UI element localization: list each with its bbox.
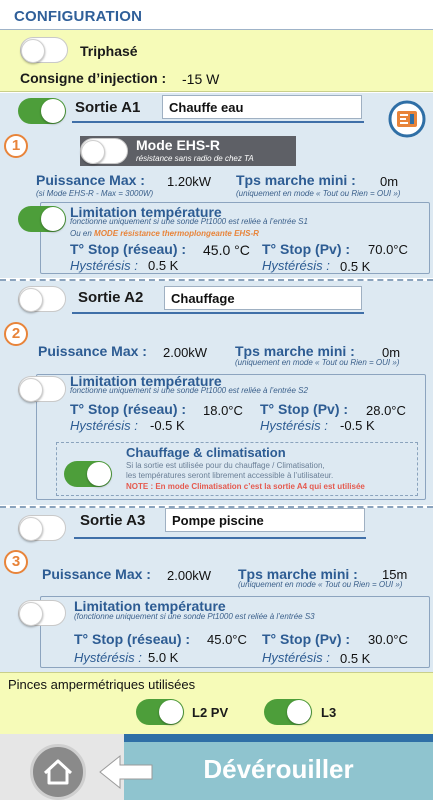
consigne-value[interactable]: -15 W <box>182 71 220 87</box>
a1-limitation-toggle[interactable] <box>18 206 66 232</box>
a3-tps-value[interactable]: 15m <box>382 567 408 582</box>
page-title: CONFIGURATION <box>14 8 143 25</box>
a2-tps-value[interactable]: 0m <box>382 345 401 360</box>
l3-label: L3 <box>321 705 337 720</box>
sortie-a2-underline <box>72 312 364 314</box>
a1-hysteresis1-value[interactable]: 0.5 K <box>148 258 179 273</box>
a2-hysteresis2-label: Hystérésis : <box>260 418 328 433</box>
section-number-1: 1 <box>4 134 28 158</box>
a2-hysteresis2-value[interactable]: -0.5 K <box>340 418 375 433</box>
a1-stop-pv-value[interactable]: 70.0°C <box>368 242 408 257</box>
a2-tps-label: Tps marche mini : <box>235 343 355 359</box>
a1-limitation-note: fonctionne uniquement si une sonde Pt1000 est reliée à l’entrée S1 <box>70 217 308 226</box>
ehs-r-logo-icon <box>388 100 426 138</box>
a1-note2-prefix: Ou en <box>70 229 92 238</box>
a1-hysteresis2-value[interactable]: 0.5 K <box>340 259 371 274</box>
sortie-a2-name-input[interactable]: Chauffage <box>164 286 362 310</box>
mode-ehs-r-toggle[interactable] <box>80 138 128 164</box>
a1-tps-note: (uniquement en mode « Tout ou Rien = OUI ») <box>236 189 401 198</box>
a1-stop-reseau-label: T° Stop (réseau) : <box>70 241 187 257</box>
a2-hysteresis1-value[interactable]: -0.5 K <box>150 418 185 433</box>
a1-puissance-value[interactable]: 1.20kW <box>167 174 212 189</box>
a2-puissance-value[interactable]: 2.00kW <box>163 345 208 360</box>
consigne-label: Consigne d’injection : <box>20 70 167 86</box>
sortie-a1-title: Sortie A1 <box>75 99 141 116</box>
a3-stop-reseau-label: T° Stop (réseau) : <box>74 631 191 647</box>
home-icon <box>33 747 83 797</box>
a1-puissance-note: (si Mode EHS-R - Max = 3000W) <box>36 189 154 198</box>
a2-clim-line1: Si la sortie est utilisée pour du chauffage / Climatisation, <box>126 461 325 470</box>
a3-limitation-toggle[interactable] <box>18 600 66 626</box>
unlock-panel-top-strip <box>124 734 433 742</box>
a3-hysteresis2-value[interactable]: 0.5 K <box>340 651 371 666</box>
l3-toggle[interactable] <box>264 699 312 725</box>
sortie-a1-underline <box>72 121 364 123</box>
home-button[interactable] <box>30 744 86 800</box>
unlock-button[interactable] <box>124 742 433 800</box>
a2-limitation-note: fonctionne uniquement si une sonde Pt1000 est reliée à l’entrée S2 <box>70 386 308 395</box>
a1-hysteresis2-label: Hystérésis : <box>262 258 330 273</box>
a1-stop-reseau-value[interactable]: 45.0 °C <box>203 242 250 258</box>
a1-tps-label: Tps marche mini : <box>236 172 356 188</box>
a2-clim-title: Chauffage & climatisation <box>126 445 286 460</box>
triphase-label: Triphasé <box>80 43 138 59</box>
sortie-a2-title: Sortie A2 <box>78 289 144 306</box>
a3-stop-pv-value[interactable]: 30.0°C <box>368 632 408 647</box>
a2-puissance-label: Puissance Max : <box>38 343 147 359</box>
a3-hysteresis1-value[interactable]: 5.0 K <box>148 650 179 665</box>
section-number-2: 2 <box>4 322 28 346</box>
a1-tps-value[interactable]: 0m <box>380 174 399 189</box>
back-arrow-icon[interactable] <box>96 752 156 792</box>
a3-hysteresis1-label: Hystérésis : <box>74 650 142 665</box>
a3-stop-reseau-value[interactable]: 45.0°C <box>207 632 247 647</box>
a1-hysteresis1-label: Hystérésis : <box>70 258 138 273</box>
sortie-a3-title: Sortie A3 <box>80 512 146 529</box>
a3-puissance-label: Puissance Max : <box>42 566 151 582</box>
a2-limitation-toggle[interactable] <box>18 376 66 402</box>
a1-note2-orange: MODE résistance thermoplongeante EHS-R <box>94 229 259 238</box>
a3-tps-label: Tps marche mini : <box>238 566 358 582</box>
sortie-a3-name-input[interactable]: Pompe piscine <box>165 508 365 532</box>
section-number-3: 3 <box>4 550 28 574</box>
unlock-label: Dévérouiller <box>203 754 354 784</box>
a1-limitation-title: Limitation température <box>70 204 222 220</box>
a2-stop-pv-value[interactable]: 28.0°C <box>366 403 406 418</box>
a2-clim-line2: les températures seront librement accessible à l’utilisateur. <box>126 471 334 480</box>
a3-tps-note: (uniquement en mode « Tout ou Rien = OUI ») <box>238 580 403 589</box>
a2-stop-pv-label: T° Stop (Pv) : <box>260 401 349 417</box>
a2-clim-toggle[interactable] <box>64 461 112 487</box>
l2pv-toggle[interactable] <box>136 699 184 725</box>
a2-stop-reseau-value[interactable]: 18.0°C <box>203 403 243 418</box>
a1-stop-pv-label: T° Stop (Pv) : <box>262 241 351 257</box>
sortie-a3-underline <box>74 537 366 539</box>
l2pv-label: L2 PV <box>192 705 229 720</box>
a2-stop-reseau-label: T° Stop (réseau) : <box>70 401 187 417</box>
sortie-a1-toggle[interactable] <box>18 98 66 124</box>
a2-hysteresis1-label: Hystérésis : <box>70 418 138 433</box>
a3-limitation-title: Limitation température <box>74 598 226 614</box>
a3-stop-pv-label: T° Stop (Pv) : <box>262 631 351 647</box>
a1-puissance-label: Puissance Max : <box>36 172 145 188</box>
a3-hysteresis2-label: Hystérésis : <box>262 650 330 665</box>
sortie-a2-toggle[interactable] <box>18 286 66 312</box>
sortie-a3-toggle[interactable] <box>18 515 66 541</box>
a3-puissance-value[interactable]: 2.00kW <box>167 568 212 583</box>
a2-tps-note: (uniquement en mode « Tout ou Rien = OUI ») <box>235 358 400 367</box>
a2-clim-note: NOTE : En mode Climatisation c’est la sortie A4 qui est utilisée <box>126 482 365 491</box>
a3-limitation-note: (fonctionne uniquement si une sonde Pt1000 est reliée à l’entrée S3 <box>74 612 315 621</box>
pinces-title: Pinces ampermétriques utilisées <box>8 677 196 692</box>
a1-limitation-note2 <box>70 229 259 238</box>
sortie-a1-name-input[interactable]: Chauffe eau <box>162 95 362 119</box>
a2-limitation-title: Limitation température <box>70 373 222 389</box>
mode-ehs-r-sublabel: résistance sans radio de chez TA <box>136 154 254 163</box>
mode-ehs-r-label: Mode EHS-R <box>136 137 220 153</box>
triphase-toggle[interactable] <box>20 37 68 63</box>
